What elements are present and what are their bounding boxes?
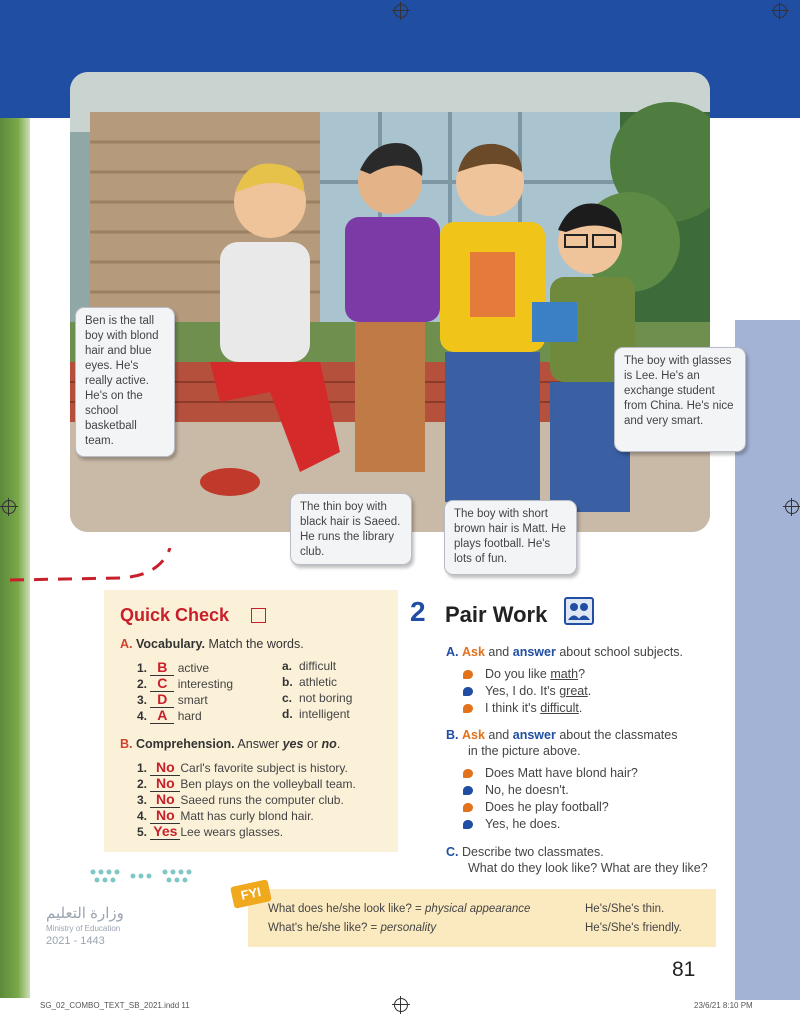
- dialog-text: Does Matt have blond hair?: [485, 766, 638, 780]
- vocab-def: difficult: [299, 659, 337, 673]
- registration-mark: [394, 998, 408, 1012]
- speech-bubble-icon: [463, 803, 473, 812]
- registration-mark: [785, 500, 799, 514]
- bubble-lee-text: The boy with glasses is Lee. He's an exchange student from China. He's nice and very smart.: [624, 355, 734, 427]
- section-b-letter: B.: [120, 737, 133, 751]
- classmates-illustration: [70, 72, 710, 532]
- answer-word: answer: [512, 645, 556, 659]
- comprehension-instruction: Answer: [237, 737, 280, 751]
- dialog-b: [463, 766, 723, 834]
- vocab-word: interesting: [177, 677, 234, 691]
- dialog-line: [463, 766, 723, 783]
- dialog-text: No, he doesn't.: [485, 783, 569, 797]
- pw-c-line2: What do they look like? What are they like?: [468, 861, 708, 875]
- speech-bubble-icon: [463, 670, 473, 679]
- vocab-letter: c.: [282, 691, 293, 705]
- ministry-arabic: وزارة التعليم: [46, 905, 124, 922]
- fyi-badge: FYI: [230, 879, 272, 908]
- registration-mark: [773, 4, 787, 18]
- dialog-text: I think it's: [485, 701, 541, 715]
- fyi-row2-question: [268, 922, 436, 934]
- section-a-letter: A.: [120, 637, 133, 651]
- dialog-line: [463, 667, 723, 684]
- dialog-line: [463, 783, 723, 800]
- and-word: and: [488, 728, 510, 742]
- vocab-answer[interactable]: A: [150, 707, 174, 724]
- pair-work-b-heading: [446, 727, 677, 759]
- fyi-term2: personality: [380, 922, 437, 934]
- pair-work-a-heading: [446, 645, 683, 659]
- comprehension-num: 2.: [137, 777, 148, 791]
- vocab-heading-bold: Vocabulary.: [135, 637, 205, 651]
- bubble-ben: [75, 307, 175, 457]
- yes-word: yes: [282, 737, 304, 751]
- or-word: or: [306, 737, 319, 751]
- dialog-text: .: [578, 701, 583, 715]
- fyi-box: [248, 889, 716, 947]
- bubble-matt: [444, 500, 577, 575]
- registration-mark: [394, 4, 408, 18]
- vocab-row: [137, 659, 397, 675]
- comprehension-answer[interactable]: No: [150, 791, 180, 808]
- vocab-row: [137, 691, 397, 707]
- speech-bubble-icon: [463, 786, 473, 795]
- vocab-word: active: [177, 661, 210, 675]
- comprehension-heading: B. Comprehension. Answer yes or no.: [120, 737, 341, 751]
- comprehension-answer[interactable]: No: [150, 807, 180, 824]
- pair-work-c: [446, 844, 708, 876]
- comprehension-text: Ben plays on the volleyball team.: [180, 777, 356, 791]
- quick-check-title: Quick Check: [120, 605, 230, 625]
- comprehension-num: 3.: [137, 793, 148, 807]
- comprehension-row: [137, 775, 397, 791]
- vocab-word: hard: [177, 709, 202, 723]
- pair-work-icon: [564, 597, 594, 625]
- fyi-term1: physical appearance: [424, 903, 531, 915]
- checkbox-icon: [251, 608, 266, 623]
- vocab-letter: a.: [282, 659, 293, 673]
- fyi-row1-question: [268, 903, 530, 915]
- dialog-text: Does he play football?: [485, 800, 609, 814]
- vocab-answer[interactable]: B: [150, 659, 174, 676]
- footer-file: SG_02_COMBO_TEXT_SB_2021.indd 11: [40, 1001, 190, 1010]
- vocab-answer[interactable]: D: [150, 691, 174, 708]
- vocab-row: [137, 707, 397, 723]
- dialog-underlined: difficult: [540, 701, 579, 715]
- comprehension-text: Lee wears glasses.: [180, 825, 284, 839]
- comprehension-answer[interactable]: Yes: [150, 823, 180, 840]
- dialog-text: Do you like: [485, 667, 551, 681]
- comprehension-text: Saeed runs the computer club.: [180, 793, 344, 807]
- vocab-list: [137, 659, 397, 723]
- comprehension-answer[interactable]: No: [150, 759, 180, 776]
- vocab-heading: [120, 637, 304, 651]
- illustration-art: [70, 72, 710, 532]
- bubble-matt-text: The boy with short brown hair is Matt. He plays football. He's lots of fun.: [454, 508, 566, 565]
- ministry-dots-icon: [88, 866, 198, 894]
- comprehension-heading-bold: Comprehension.: [135, 737, 235, 751]
- dialog-underlined: math: [550, 667, 579, 681]
- dialog-line: [463, 817, 723, 834]
- dialog-text: Yes, he does.: [485, 817, 561, 831]
- comprehension-num: 1.: [137, 761, 148, 775]
- dialog-text: Yes, I do. It's: [485, 684, 560, 698]
- comprehension-list: [137, 759, 397, 839]
- bubble-saeed: [290, 493, 412, 565]
- comprehension-num: 4.: [137, 809, 148, 823]
- vocab-row: [137, 675, 397, 691]
- vocab-letter: b.: [282, 675, 293, 689]
- vocab-num: 3.: [137, 693, 148, 707]
- bubble-lee: [614, 347, 746, 452]
- vocab-def: athletic: [299, 675, 338, 689]
- and-word: and: [488, 645, 510, 659]
- no-word: no: [321, 737, 337, 751]
- vocab-def: not boring: [299, 691, 353, 705]
- ministry-logo: [46, 866, 166, 946]
- ministry-year: 2021 - 1443: [46, 935, 105, 947]
- fyi-q1: What does he/she look like? =: [268, 903, 422, 915]
- comprehension-row: [137, 823, 397, 839]
- pw-b-letter: B.: [446, 728, 459, 742]
- bubble-ben-text: Ben is the tall boy with blond hair and blue eyes. He's really active. He's on the school basketball team.: [85, 315, 159, 447]
- footer-date: 23/6/21 8:10 PM: [694, 1001, 753, 1010]
- pw-a-rest: about school subjects.: [559, 645, 684, 659]
- comprehension-text: Matt has curly blond hair.: [180, 809, 314, 823]
- pair-work-title: Pair Work: [445, 602, 548, 627]
- dialog-underlined: great: [559, 684, 588, 698]
- dashed-path: [10, 548, 175, 588]
- comprehension-text: Carl's favorite subject is history.: [180, 761, 348, 775]
- bubble-saeed-text: The thin boy with black hair is Saeed. He runs the library club.: [300, 501, 401, 558]
- two-people-icon: [566, 599, 592, 623]
- fyi-q2: What's he/she like? =: [268, 922, 378, 934]
- fyi-row2-example: He's/She's friendly.: [585, 922, 682, 934]
- dialog-line: [463, 684, 723, 701]
- ministry-english: Ministry of Education: [46, 924, 121, 933]
- pw-b-rest2: in the picture above.: [468, 744, 581, 758]
- speech-bubble-icon: [463, 769, 473, 778]
- vocab-instruction: Match the words.: [208, 637, 304, 651]
- ask-word: Ask: [461, 645, 485, 659]
- fyi-row1-example: He's/She's thin.: [585, 903, 665, 915]
- vocab-num: 4.: [137, 709, 148, 723]
- page-number: 81: [672, 958, 696, 981]
- dialog-line: [463, 800, 723, 817]
- dialog-a: [463, 667, 723, 718]
- vocab-def: intelligent: [299, 707, 350, 721]
- speech-bubble-icon: [463, 704, 473, 713]
- comprehension-row: [137, 759, 397, 775]
- comprehension-num: 5.: [137, 825, 148, 839]
- dialog-text: ?: [578, 667, 586, 681]
- vocab-letter: d.: [282, 707, 293, 721]
- vocab-answer[interactable]: C: [150, 675, 174, 692]
- comprehension-row: [137, 807, 397, 823]
- comprehension-answer[interactable]: No: [150, 775, 180, 792]
- pw-a-letter: A.: [446, 645, 459, 659]
- vocab-word: smart: [177, 693, 208, 707]
- pw-b-rest: about the classmates: [559, 728, 678, 742]
- pw-c-line1: Describe two classmates.: [461, 845, 604, 859]
- speech-bubble-icon: [463, 687, 473, 696]
- section-number: 2: [410, 596, 426, 627]
- dialog-line: [463, 701, 723, 718]
- speech-bubble-icon: [463, 820, 473, 829]
- registration-mark: [2, 500, 16, 514]
- comprehension-row: [137, 791, 397, 807]
- ask-word: Ask: [461, 728, 485, 742]
- dialog-text: .: [587, 684, 592, 698]
- answer-word: answer: [512, 728, 556, 742]
- vocab-num: 1.: [137, 661, 148, 675]
- vocab-num: 2.: [137, 677, 148, 691]
- pw-c-letter: C.: [446, 845, 459, 859]
